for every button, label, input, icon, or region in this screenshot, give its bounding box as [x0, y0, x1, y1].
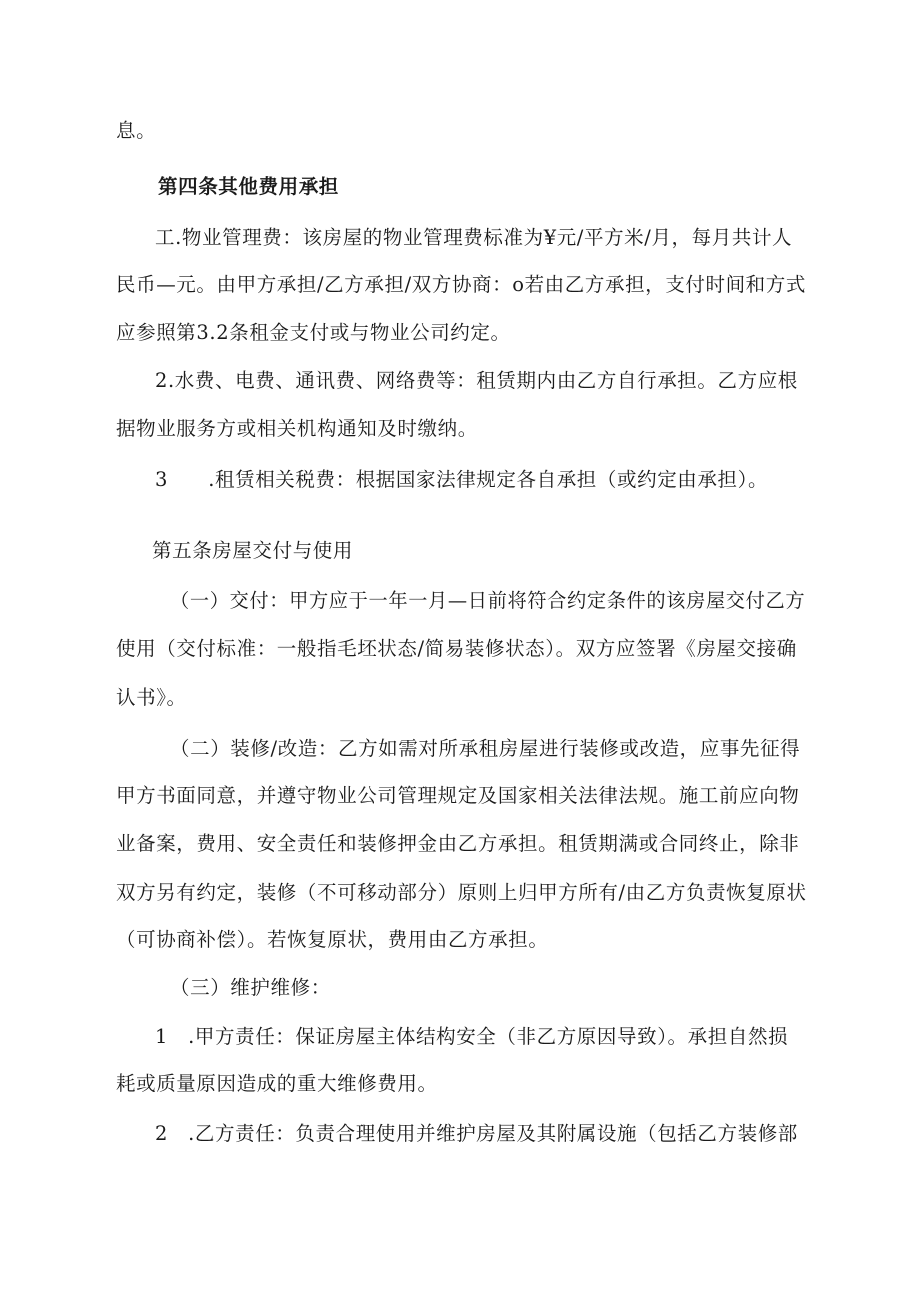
- section-heading: 第四条其他费用承担: [158, 175, 339, 198]
- text-line: 耗或质量原因造成的重大维修费用。: [116, 1072, 438, 1095]
- text-line: 1 .甲方责任：保证房屋主体结构安全（非乙方原因导致）。承担自然损: [155, 1025, 789, 1048]
- section-heading: 第五条房屋交付与使用: [152, 539, 354, 562]
- text-line: 应参照第3.2条租金支付或与物业公司约定。: [116, 321, 511, 344]
- text-line: 认书》。: [116, 686, 187, 709]
- text-line: 工.物业管理费：该房屋的物业管理费标准为¥元/平方米/月，每月共计人: [155, 226, 793, 249]
- text-line: （一）交付：甲方应于一年一月—日前将符合约定条件的该房屋交付乙方: [170, 589, 806, 612]
- text-line: （可协商补偿）。若恢复原状，费用由乙方承担。: [116, 928, 549, 951]
- text-line: 息。: [116, 119, 157, 142]
- text-line: （二）装修/改造：乙方如需对所承租房屋进行装修或改造，应事先征得: [170, 737, 801, 760]
- text-line: 业备案，费用、安全责任和装修押金由乙方承担。租赁期满或合同终止，除非: [116, 832, 800, 855]
- text-line: 据物业服务方或相关机构通知及时缴纳。: [116, 417, 478, 440]
- text-line: 2 .乙方责任：负责合理使用并维护房屋及其附属设施（包括乙方装修部: [155, 1122, 798, 1145]
- text-line: 3 .租赁相关税费：根据国家法律规定各自承担（或约定由承担）。: [155, 468, 769, 491]
- text-line: 甲方书面同意，并遵守物业公司管理规定及国家相关法律法规。施工前应向物: [116, 784, 800, 807]
- text-line: （三）维护维修：: [170, 976, 331, 999]
- text-line: 2.水费、电费、通讯费、网络费等：租赁期内由乙方自行承担。乙方应根: [155, 369, 798, 392]
- text-line: 使用（交付标准：一般指毛坯状态/简易装修状态）。双方应签署《房屋交接确: [116, 637, 797, 660]
- text-line: 双方另有约定，装修（不可移动部分）原则上归甲方所有/由乙方负责恢复原状: [116, 881, 807, 904]
- text-line: 民币—元。由甲方承担/乙方承担/双方协商：o若由乙方承担，支付时间和方式: [116, 273, 806, 296]
